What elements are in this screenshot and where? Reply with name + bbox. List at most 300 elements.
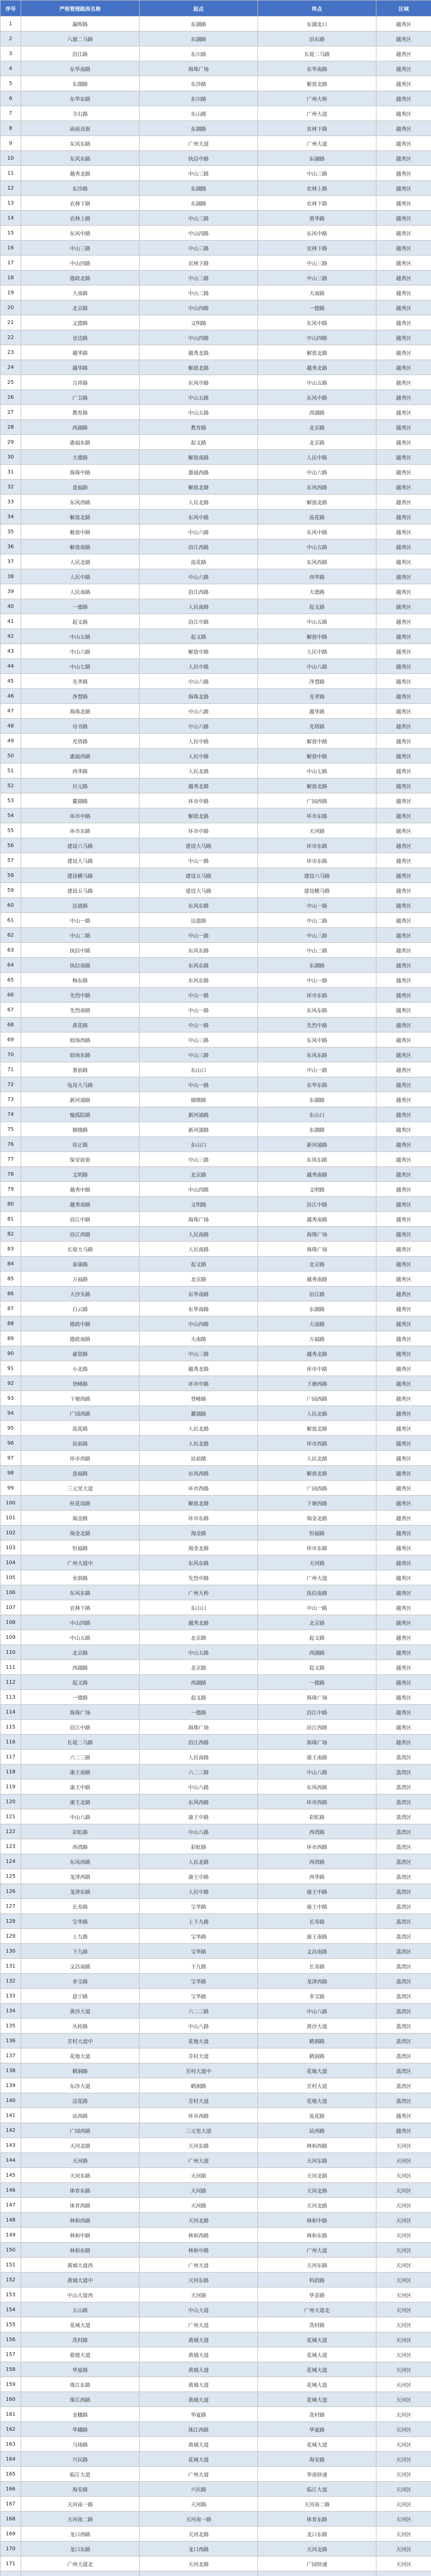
cell-no: 148 xyxy=(1,2213,21,2228)
cell-road-name: 下九路 xyxy=(21,1944,140,1959)
table-row xyxy=(1,1705,431,1720)
table-row xyxy=(1,405,431,420)
cell-no: 99 xyxy=(1,1481,21,1496)
table-row xyxy=(1,420,431,435)
cell-end: 中山七路 xyxy=(258,764,376,778)
cell-end: 农林下路 xyxy=(258,196,376,211)
table-header xyxy=(1,1,431,16)
cell-no: 9 xyxy=(1,136,21,151)
table-row xyxy=(1,1869,431,1884)
cell-district: 越秀区 xyxy=(376,480,431,495)
cell-end: 下塘西路 xyxy=(258,1496,376,1511)
cell-road-name: 马场路 xyxy=(21,2437,140,2452)
cell-end: 林和西路 xyxy=(258,2138,376,2153)
cell-road-name: 水荫路 xyxy=(21,1570,140,1585)
cell-district: 越秀区 xyxy=(376,405,431,420)
table-row xyxy=(1,2482,431,2497)
cell-no: 16 xyxy=(1,241,21,256)
table-row xyxy=(1,1003,431,1018)
cell-start: 解放北路 xyxy=(140,480,258,495)
cell-start: 起义路 xyxy=(140,435,258,450)
cell-road-name: 长堤二马路 xyxy=(21,1735,140,1750)
cell-start: 西湖路 xyxy=(140,1675,258,1690)
cell-end: 康王南路 xyxy=(258,1750,376,1765)
cell-end: 大南路 xyxy=(258,285,376,300)
cell-start: 黄埔大道 xyxy=(140,2392,258,2407)
cell-district: 越秀区 xyxy=(376,1212,431,1227)
cell-end: 越秀南路 xyxy=(258,1272,376,1286)
cell-no: 152 xyxy=(1,2273,21,2287)
cell-road-name: 淘金路 xyxy=(21,1511,140,1526)
cell-end: 万福路 xyxy=(258,1331,376,1346)
cell-road-name: 沿江西路 xyxy=(21,1227,140,1242)
cell-no: 20 xyxy=(1,300,21,315)
table-row xyxy=(1,793,431,808)
cell-road-name: 西湖路 xyxy=(21,1660,140,1675)
cell-start: 一德路 xyxy=(140,1705,258,1720)
cell-no: 155 xyxy=(1,2317,21,2332)
cell-road-name: 教育路 xyxy=(21,405,140,420)
table-row xyxy=(1,1959,431,1974)
cell-no: 1 xyxy=(1,16,21,31)
table-row xyxy=(1,270,431,285)
cell-road-name: 金穗路 xyxy=(21,2407,140,2422)
cell-end: 人民中路 xyxy=(258,644,376,659)
cell-no: 124 xyxy=(1,1854,21,1869)
cell-end: 农林下路 xyxy=(258,241,376,256)
table-row xyxy=(1,1570,431,1585)
cell-district: 天河区 xyxy=(376,2452,431,2467)
cell-no: 43 xyxy=(1,644,21,659)
cell-no: 31 xyxy=(1,465,21,480)
cell-district: 越秀区 xyxy=(376,285,431,300)
cell-no: 23 xyxy=(1,345,21,360)
cell-end: 光孝路 xyxy=(258,689,376,704)
cell-end: 中山一路 xyxy=(258,1600,376,1615)
cell-no: 46 xyxy=(1,689,21,704)
cell-district: 越秀区 xyxy=(376,360,431,375)
table-row xyxy=(1,928,431,943)
cell-road-name: 林和西路 xyxy=(21,2213,140,2228)
cell-district: 越秀区 xyxy=(376,913,431,928)
cell-district: 越秀区 xyxy=(376,1272,431,1286)
cell-end: 冼村路 xyxy=(258,2317,376,2332)
cell-no: 101 xyxy=(1,1511,21,1526)
table-row xyxy=(1,883,431,898)
cell-end: 解放中路 xyxy=(258,629,376,644)
cell-start: 教育路 xyxy=(140,420,258,435)
cell-start: 六二三路 xyxy=(140,2004,258,2019)
cell-end: 中山三路 xyxy=(258,928,376,943)
cell-no: 121 xyxy=(1,1809,21,1824)
cell-end: 东华南路 xyxy=(258,61,376,76)
cell-district: 天河区 xyxy=(376,2138,431,2153)
cell-district: 天河区 xyxy=(376,2302,431,2317)
cell-road-name: 烟墩路 xyxy=(21,1122,140,1137)
cell-end: 天河路 xyxy=(258,1555,376,1570)
cell-district: 越秀区 xyxy=(376,270,431,285)
cell-road-name: 达道路 xyxy=(21,898,140,913)
cell-no: 13 xyxy=(1,196,21,211)
cell-road-name: 恒福路 xyxy=(21,1540,140,1555)
cell-district: 越秀区 xyxy=(376,629,431,644)
cell-no: 6 xyxy=(1,91,21,106)
cell-road-name: 豪贤路 xyxy=(21,1346,140,1361)
cell-start: 沿江中路 xyxy=(140,614,258,629)
cell-start: 农林下路 xyxy=(140,256,258,270)
table-row xyxy=(1,1585,431,1600)
cell-end: 沿江西路 xyxy=(258,1720,376,1735)
cell-start: 站前路 xyxy=(140,1451,258,1466)
cell-no: 83 xyxy=(1,1242,21,1257)
cell-end: 广州大道 xyxy=(258,106,376,121)
cell-start: 中山三路 xyxy=(140,211,258,226)
cell-no: 75 xyxy=(1,1122,21,1137)
table-row xyxy=(1,106,431,121)
table-row xyxy=(1,689,431,704)
cell-end: 多宝路 xyxy=(258,1989,376,2004)
cell-start: 解放北路 xyxy=(140,808,258,823)
table-row xyxy=(1,1780,431,1794)
table-row xyxy=(1,2512,431,2527)
table-row xyxy=(1,136,431,151)
cell-road-name xyxy=(21,2571,140,2576)
cell-no: 24 xyxy=(1,360,21,375)
cell-start: 彩虹路 xyxy=(140,1839,258,1854)
cell-end: 农林下路 xyxy=(258,121,376,136)
cell-start: 中山大道 xyxy=(140,2302,258,2317)
cell-road-name: 文昌南路 xyxy=(21,1959,140,1974)
cell-road-name: 解放中路 xyxy=(21,524,140,539)
cell-road-name: 长堤大马路 xyxy=(21,1242,140,1257)
cell-start: 芳村大道 xyxy=(140,2093,258,2108)
cell-district: 越秀区 xyxy=(376,1376,431,1391)
table-row xyxy=(1,166,431,181)
cell-end: 花城大道 xyxy=(258,2347,376,2362)
cell-road-name: 龙口西路 xyxy=(21,2527,140,2541)
cell-no: 163 xyxy=(1,2437,21,2452)
cell-start: 中山一路 xyxy=(140,853,258,868)
cell-start: 东风东路 xyxy=(140,958,258,973)
table-row xyxy=(1,1047,431,1062)
cell-start: 广州大道 xyxy=(140,136,258,151)
cell-road-name: 东沙路 xyxy=(21,181,140,196)
cell-no: 130 xyxy=(1,1944,21,1959)
cell-road-name: 德政中路 xyxy=(21,1316,140,1331)
cell-start: 东风东路 xyxy=(140,1555,258,1570)
cell-road-name: 起义路 xyxy=(21,614,140,629)
cell-no: 64 xyxy=(1,958,21,973)
cell-end: 花地大道 xyxy=(258,2063,376,2078)
cell-start: 起义路 xyxy=(140,1257,258,1272)
cell-start: 解放北路 xyxy=(140,360,258,375)
cell-district: 荔湾区 xyxy=(376,1959,431,1974)
cell-no: 35 xyxy=(1,524,21,539)
cell-start: 建设大马路 xyxy=(140,883,258,898)
cell-start: 东山路 xyxy=(140,106,258,121)
cell-road-name: 大德路 xyxy=(21,450,140,465)
cell-no: 117 xyxy=(1,1750,21,1765)
cell-district: 天河区 xyxy=(376,2317,431,2332)
cell-start: 花城大道 xyxy=(140,2452,258,2467)
cell-road-name: 八旗二马路 xyxy=(21,31,140,46)
cell-road-name: 黄花路 xyxy=(21,1018,140,1032)
cell-no: 81 xyxy=(1,1212,21,1227)
cell-no: 98 xyxy=(1,1466,21,1481)
cell-start: 中山三路 xyxy=(140,285,258,300)
table-row xyxy=(1,734,431,749)
cell-no: 116 xyxy=(1,1735,21,1750)
cell-road-name: 龙津东路 xyxy=(21,1884,140,1899)
cell-road-name: 黄沙大道 xyxy=(21,2004,140,2019)
cell-no: 47 xyxy=(1,704,21,719)
cell-end: 文明路 xyxy=(258,1182,376,1197)
cell-start: 宝华路 xyxy=(140,1929,258,1944)
cell-no: 79 xyxy=(1,1182,21,1197)
cell-start: 黄埔大道 xyxy=(140,2332,258,2347)
table-row xyxy=(1,450,431,465)
cell-start: 越秀北路 xyxy=(140,1361,258,1376)
cell-no: 12 xyxy=(1,181,21,196)
cell-district: 荔湾区 xyxy=(376,2063,431,2078)
cell-no: 107 xyxy=(1,1600,21,1615)
table-row xyxy=(1,823,431,838)
cell-no: 108 xyxy=(1,1615,21,1630)
cell-no: 150 xyxy=(1,2243,21,2258)
cell-no: 112 xyxy=(1,1675,21,1690)
table-row xyxy=(1,2467,431,2482)
cell-district: 荔湾区 xyxy=(376,1824,431,1839)
cell-road-name: 保安前街 xyxy=(21,1152,140,1167)
cell-road-name: 海珠广场 xyxy=(21,1705,140,1720)
cell-road-name: 大南路 xyxy=(21,285,140,300)
table-row xyxy=(1,2078,431,2093)
table-row xyxy=(1,853,431,868)
table-row xyxy=(1,360,431,375)
cell-district: 荔湾区 xyxy=(376,1809,431,1824)
cell-no: 90 xyxy=(1,1346,21,1361)
cell-district: 越秀区 xyxy=(376,1585,431,1600)
cell-district: 荔湾区 xyxy=(376,2078,431,2093)
cell-end: 建设六马路 xyxy=(258,868,376,883)
cell-road-name: 人民北路 xyxy=(21,554,140,569)
cell-end: 北京路 xyxy=(258,420,376,435)
cell-road-name: 越秀中路 xyxy=(21,1182,140,1197)
cell-district: 越秀区 xyxy=(376,614,431,629)
cell-district: 越秀区 xyxy=(376,136,431,151)
cell-district: 越秀区 xyxy=(376,46,431,61)
table-row xyxy=(1,2317,431,2332)
cell-district: 荔湾区 xyxy=(376,1929,431,1944)
table-row xyxy=(1,151,431,166)
cell-road-name: 珠江西路 xyxy=(21,2392,140,2407)
cell-road-name: 盘福路 xyxy=(21,480,140,495)
cell-start: 海珠广场 xyxy=(140,61,258,76)
cell-no: 97 xyxy=(1,1451,21,1466)
cell-road-name: 中山三路 xyxy=(21,241,140,256)
cell-road-name: 东风东路 xyxy=(21,136,140,151)
cell-district: 越秀区 xyxy=(376,1570,431,1585)
cell-end: 天河路 xyxy=(258,823,376,838)
table-row xyxy=(1,495,431,510)
cell-district: 越秀区 xyxy=(376,1137,431,1152)
cell-no: 68 xyxy=(1,1018,21,1032)
cell-district: 越秀区 xyxy=(376,450,431,465)
cell-road-name: 中山八路 xyxy=(21,1809,140,1824)
cell-no: 44 xyxy=(1,659,21,674)
cell-no: 8 xyxy=(1,121,21,136)
cell-end: 中山三路 xyxy=(258,256,376,270)
cell-district: 天河区 xyxy=(376,2243,431,2258)
cell-road-name: 中山一路 xyxy=(21,913,140,928)
cell-end: 中山八路 xyxy=(258,1765,376,1780)
cell-road-name: 沿江中路 xyxy=(21,1212,140,1227)
cell-district: 越秀区 xyxy=(376,2108,431,2123)
cell-road-name: 康王北路 xyxy=(21,1794,140,1809)
cell-district: 荔湾区 xyxy=(376,1944,431,1959)
cell-start: 东风东路 xyxy=(140,898,258,913)
table-row xyxy=(1,2228,431,2243)
cell-start: 下九路 xyxy=(140,1959,258,1974)
cell-district: 越秀区 xyxy=(376,778,431,793)
cell-no: 128 xyxy=(1,1914,21,1929)
table-row xyxy=(1,704,431,719)
cell-road-name: 桂花岗路 xyxy=(21,1496,140,1511)
cell-road-name: 芳村大道中 xyxy=(21,2033,140,2048)
cell-district: 越秀区 xyxy=(376,853,431,868)
cell-road-name: 较场东路 xyxy=(21,1047,140,1062)
table-row xyxy=(1,375,431,390)
cell-end: 光塔路 xyxy=(258,719,376,734)
cell-district: 越秀区 xyxy=(376,793,431,808)
cell-no: 135 xyxy=(1,2019,21,2033)
table-row xyxy=(1,2123,431,2138)
cell-road-name: 东风东路 xyxy=(21,1585,140,1600)
cell-no: 63 xyxy=(1,943,21,958)
cell-road-name: 中山大道西 xyxy=(21,2287,140,2302)
cell-district: 天河区 xyxy=(376,2228,431,2243)
cell-district: 荔湾区 xyxy=(376,1765,431,1780)
table-row xyxy=(1,1316,431,1331)
cell-end: 越秀南路 xyxy=(258,1212,376,1227)
cell-start: 东山口 xyxy=(140,1137,258,1152)
cell-end: 海珠广场 xyxy=(258,1227,376,1242)
cell-end: 解放中路 xyxy=(258,749,376,764)
cell-no: 153 xyxy=(1,2287,21,2302)
cell-end: 东山口 xyxy=(258,1107,376,1122)
cell-end: 东风东路 xyxy=(258,1047,376,1062)
table-row xyxy=(1,2332,431,2347)
table-row xyxy=(1,2497,431,2512)
cell-start: 东华南路 xyxy=(140,1286,258,1301)
cell-no: 169 xyxy=(1,2527,21,2541)
cell-end: 东风西路 xyxy=(258,1780,376,1794)
cell-no: 129 xyxy=(1,1929,21,1944)
cell-district: 越秀区 xyxy=(376,121,431,136)
cell-start: 东湖路 xyxy=(140,181,258,196)
table-row xyxy=(1,1167,431,1182)
cell-no: 142 xyxy=(1,2123,21,2138)
cell-no: 147 xyxy=(1,2198,21,2213)
cell-road-name: 中山四路 xyxy=(21,1615,140,1630)
cell-start: 人民南路 xyxy=(140,1242,258,1257)
table-row xyxy=(1,510,431,524)
table-row xyxy=(1,674,431,689)
cell-end: 解放北路 xyxy=(258,76,376,91)
cell-no: 154 xyxy=(1,2302,21,2317)
table-row xyxy=(1,1092,431,1107)
cell-start: 鹤洞路 xyxy=(140,2078,258,2093)
cell-start: 海珠北路 xyxy=(140,689,258,704)
cell-no: 115 xyxy=(1,1720,21,1735)
cell-start: 广州大桥 xyxy=(140,1585,258,1600)
cell-no: 66 xyxy=(1,988,21,1003)
cell-no: 138 xyxy=(1,2063,21,2078)
cell-start: 北京路 xyxy=(140,1660,258,1675)
cell-start: 上下九路 xyxy=(140,1914,258,1929)
cell-end: 中山五路 xyxy=(258,614,376,629)
cell-start: 中山三路 xyxy=(140,1047,258,1062)
table-row xyxy=(1,2198,431,2213)
cell-district: 越秀区 xyxy=(376,644,431,659)
cell-start: 中山三路 xyxy=(140,1346,258,1361)
cell-start: 康王中路 xyxy=(140,1809,258,1824)
table-row xyxy=(1,943,431,958)
table-row xyxy=(1,1496,431,1511)
cell-end: 解放北路 xyxy=(258,345,376,360)
cell-no: 119 xyxy=(1,1780,21,1794)
cell-end: 芳村大道 xyxy=(258,2078,376,2093)
cell-end: 康王南路 xyxy=(258,1929,376,1944)
cell-road-name: 培正路 xyxy=(21,1137,140,1152)
cell-road-name: 康王南路 xyxy=(21,1765,140,1780)
cell-no: 171 xyxy=(1,2556,21,2571)
cell-district xyxy=(376,2571,431,2576)
cell-end: 华南快速 xyxy=(258,2467,376,2482)
cell-start xyxy=(140,2571,258,2576)
table-row xyxy=(1,1137,431,1152)
table-row xyxy=(1,31,431,46)
cell-district: 越秀区 xyxy=(376,734,431,749)
cell-district: 越秀区 xyxy=(376,166,431,181)
column-header-district: 区域 xyxy=(376,1,431,16)
cell-road-name: 五山路 xyxy=(21,2302,140,2317)
table-row xyxy=(1,2258,431,2273)
cell-end: 海珠广场 xyxy=(258,1242,376,1257)
cell-start: 天河北路 xyxy=(140,2213,258,2228)
cell-road-name: 白云路 xyxy=(21,1301,140,1316)
table-row xyxy=(1,1540,431,1555)
cell-district: 越秀区 xyxy=(376,420,431,435)
cell-no: 70 xyxy=(1,1047,21,1062)
table-row xyxy=(1,2347,431,2362)
cell-road-name: 梅东路 xyxy=(21,973,140,988)
table-row xyxy=(1,2063,431,2078)
cell-start: 北京路 xyxy=(140,1630,258,1645)
cell-district: 越秀区 xyxy=(376,375,431,390)
cell-road-name: 环市西路 xyxy=(21,1451,140,1466)
cell-road-name: 流花路 xyxy=(21,1421,140,1436)
cell-district: 天河区 xyxy=(376,2392,431,2407)
table-row xyxy=(1,196,431,211)
cell-district: 天河区 xyxy=(376,2527,431,2541)
cell-road-name: 署前路 xyxy=(21,1062,140,1077)
table-row xyxy=(1,2183,431,2198)
cell-end: 解放北路 xyxy=(258,1466,376,1481)
cell-start: 中山八路 xyxy=(140,2019,258,2033)
cell-district: 越秀区 xyxy=(376,1346,431,1361)
cell-end: 中山一路 xyxy=(258,898,376,913)
